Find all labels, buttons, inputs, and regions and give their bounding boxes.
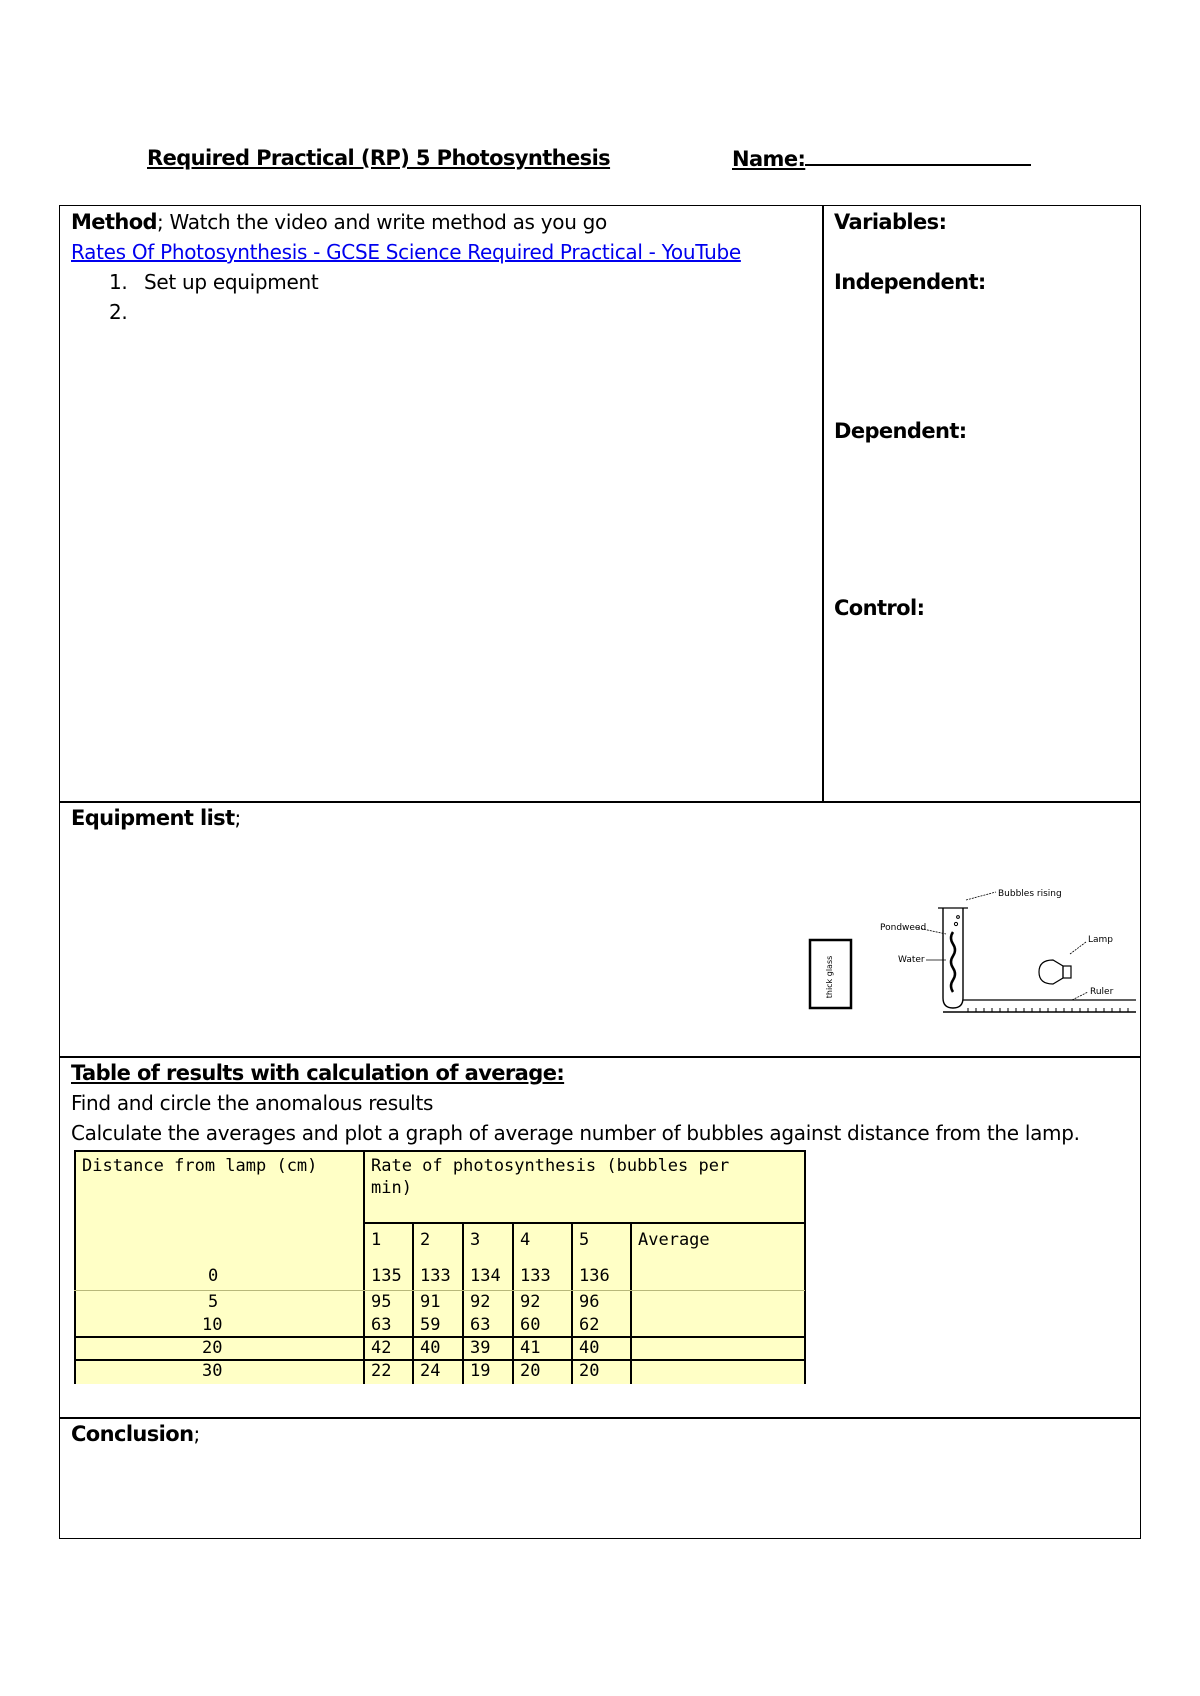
conclusion-suffix: ; (193, 1422, 200, 1446)
variables-label: Variables: (834, 210, 947, 234)
results-instruction-2: Calculate the averages and plot a graph of average number of bubbles against distance from the lamp. (71, 1121, 1080, 1145)
distance-cell: 10 (202, 1315, 223, 1335)
pondweed-icon (951, 932, 955, 992)
equipment-section[interactable] (59, 801, 1141, 1058)
value-cell: 96 (579, 1292, 600, 1312)
name-label: Name: (732, 147, 806, 171)
value-cell: 133 (520, 1266, 551, 1286)
value-cell: 40 (420, 1338, 441, 1358)
rate-header: Rate of photosynthesis (bubbles per (371, 1156, 730, 1176)
method-step-text: Set up equipment (144, 270, 319, 294)
equipment-heading (71, 806, 241, 830)
step-number: 1. (109, 270, 128, 294)
value-cell: 95 (371, 1292, 392, 1312)
value-cell: 39 (470, 1338, 491, 1358)
conclusion-heading (71, 1422, 200, 1446)
page-title: Required Practical (RP) 5 Photosynthesis (147, 146, 611, 170)
conclusion-section[interactable] (59, 1417, 1141, 1539)
name-blank[interactable] (805, 146, 1031, 166)
conclusion-label: Conclusion (71, 1422, 194, 1446)
variables-section[interactable] (822, 205, 1141, 803)
distance-cell: 30 (202, 1361, 223, 1381)
method-section[interactable] (59, 205, 824, 803)
method-step (109, 300, 127, 324)
trial-header: 4 (520, 1230, 531, 1250)
value-cell: 62 (579, 1315, 600, 1335)
results-label: Table of results with calculation of average: (71, 1061, 565, 1085)
value-cell: 19 (470, 1361, 491, 1381)
value-cell: 41 (520, 1338, 541, 1358)
equipment-suffix: ; (234, 806, 241, 830)
trial-header: 3 (470, 1230, 481, 1250)
method-instruction: ; Watch the video and write method as you go (157, 210, 607, 234)
results-table (74, 1150, 805, 1384)
control-label: Control: (834, 596, 925, 620)
pondweed-label: Pondweed (880, 923, 927, 933)
value-cell: 135 (371, 1266, 402, 1286)
ruler-icon (968, 1008, 1128, 1012)
dependent-label: Dependent: (834, 419, 967, 443)
step-number: 2. (109, 300, 128, 324)
method-heading (71, 210, 607, 234)
value-cell: 24 (420, 1361, 441, 1381)
page-header (147, 146, 806, 171)
name-field[interactable] (732, 146, 1031, 171)
value-cell: 60 (520, 1315, 541, 1335)
value-cell: 136 (579, 1266, 610, 1286)
results-instruction-1: Find and circle the anomalous results (71, 1091, 434, 1115)
lamp-label: Lamp (1088, 935, 1114, 945)
trial-header: 2 (420, 1230, 431, 1250)
bubbles-label: Bubbles rising (998, 889, 1062, 899)
value-cell: 20 (520, 1361, 541, 1381)
lamp-icon (1039, 960, 1063, 984)
value-cell: 134 (470, 1266, 501, 1286)
trial-header: 5 (579, 1230, 590, 1250)
video-link[interactable]: Rates Of Photosynthesis - GCSE Science Required Practical - YouTube (71, 240, 741, 264)
average-header: Average (638, 1230, 710, 1250)
ruler-label: Ruler (1090, 987, 1114, 997)
method-label: Method (71, 210, 157, 234)
value-cell: 92 (470, 1292, 491, 1312)
equipment-label: Equipment list (71, 806, 235, 830)
distance-cell: 0 (208, 1266, 219, 1286)
value-cell: 63 (470, 1315, 491, 1335)
value-cell: 63 (371, 1315, 392, 1335)
value-cell: 20 (579, 1361, 600, 1381)
value-cell: 22 (371, 1361, 392, 1381)
rate-header-cont: min) (371, 1178, 412, 1198)
value-cell: 42 (371, 1338, 392, 1358)
method-step (109, 270, 127, 294)
value-cell: 133 (420, 1266, 451, 1286)
water-label: Water (898, 955, 925, 965)
value-cell: 91 (420, 1292, 441, 1312)
independent-label: Independent: (834, 270, 986, 294)
distance-cell: 5 (208, 1292, 219, 1312)
value-cell: 40 (579, 1338, 600, 1358)
apparatus-diagram (808, 882, 1138, 1022)
trial-header: 1 (371, 1230, 382, 1250)
distance-cell: 20 (202, 1338, 223, 1358)
distance-header: Distance from lamp (cm) (82, 1156, 318, 1176)
value-cell: 92 (520, 1292, 541, 1312)
tank-label: thick glass (825, 955, 834, 999)
value-cell: 59 (420, 1315, 441, 1335)
